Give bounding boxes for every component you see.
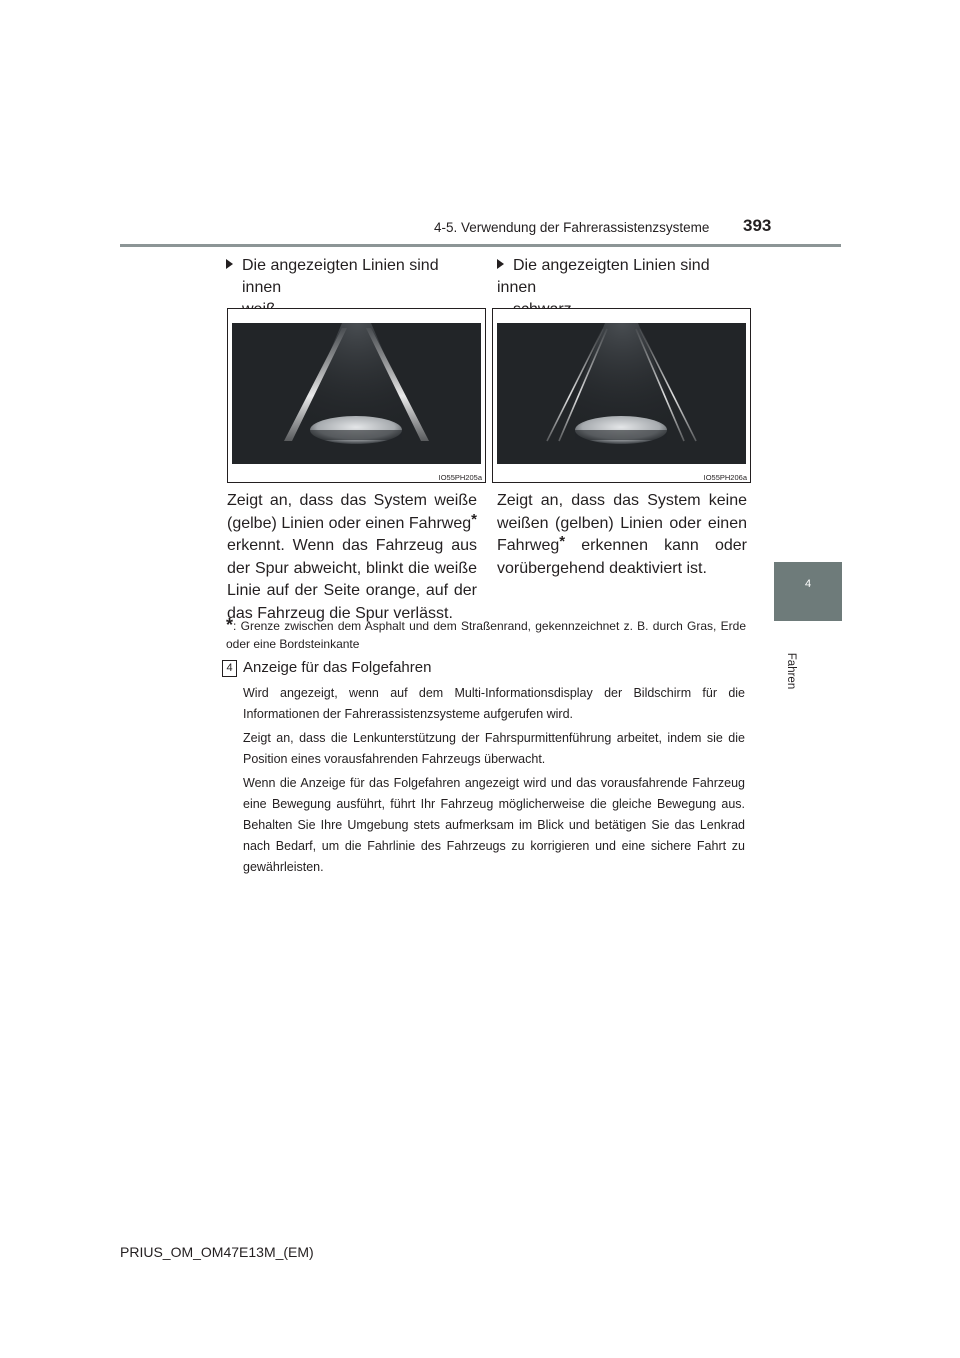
item-paragraph-1: Wird angezeigt, wenn auf dem Multi-Informationsdisplay der Bildschirm für die Informationen der Fahrerassistenzsysteme aufgerufen wird. — [243, 686, 745, 721]
lane-lines-white-illustration — [232, 323, 481, 464]
item-paragraph-2: Zeigt an, dass die Lenkunterstützung der Fahrspurmittenführung arbeitet, indem sie die Position eines vorausfahrenden Fahrzeugs überwacht. — [243, 731, 745, 766]
right-description-text-a: Zeigt an, dass das System keine weißen (gelben) Linien oder einen Fahrweg — [497, 492, 747, 554]
document-id: PRIUS_OM_OM47E13M_(EM) — [120, 1244, 314, 1260]
left-description-text-b: erkennt. Wenn das Fahrzeug aus der Spur abweicht, blinkt die weiße Linie auf der Seite orange, auf der das Fahrzeug die Spur verlässt. — [227, 537, 477, 622]
display-screen — [232, 323, 481, 464]
asterisk-mark: * — [559, 533, 566, 550]
footnote — [226, 616, 746, 653]
asterisk-mark: * — [471, 510, 477, 528]
figure-code: IO55PH206a — [703, 473, 747, 482]
chapter-tab-label-text: Fahren — [785, 652, 798, 690]
figure-code: IO55PH205a — [438, 473, 482, 482]
footnote-text: : Grenze zwischen dem Asphalt und dem Straßenrand, gekennzeichnet z. B. durch Gras, Erde oder eine Bordsteinkante — [226, 619, 746, 651]
chapter-tab — [774, 562, 842, 621]
lane-lines-black-illustration — [497, 323, 746, 464]
left-bullet-line1-text: Die angezeigten Linien sind innen — [242, 257, 439, 296]
bullet-triangle-icon — [497, 259, 504, 269]
figure-black-lines — [492, 308, 751, 483]
footnote-star: * — [226, 615, 234, 635]
right-description — [497, 490, 747, 580]
header-rule — [120, 244, 841, 247]
right-bullet-line1: Die angezeigten Linien sind innen — [497, 257, 710, 296]
item-paragraph-3: Wenn die Anzeige für das Folgefahren angezeigt wird und das vorausfahrende Fahrzeug eine Bewegung ausführt, führt Ihr Fahrzeug möglicherweise die gleiche Bewegung aus. Behalten Sie Ihre Umgebung stets aufmerksam im Blick und betätigen Sie das Lenkrad nach Bedarf, um die Fahrlinie des Fahrzeugs zu korrigieren und eine sichere Fahrt zu gewährleisten. — [243, 776, 745, 874]
chapter-tab-number: 4 — [804, 578, 812, 590]
page-number: 393 — [743, 216, 772, 235]
section-header-title: 4-5. Verwendung der Fahrerassistenzsysteme — [434, 220, 710, 235]
chapter-tab-label — [781, 645, 801, 705]
left-bullet-line1 — [242, 255, 477, 299]
left-description-text-a: Zeigt an, dass das System weiße (gelbe) Linien oder einen Fahrweg — [227, 492, 477, 532]
bullet-triangle-icon — [226, 259, 233, 269]
right-description-text-b: erkennen kann oder vorübergehend deaktiviert ist. — [497, 537, 747, 577]
figure-white-lines — [227, 308, 486, 483]
display-screen — [497, 323, 746, 464]
left-description — [227, 490, 477, 625]
item-number-box: 4 — [222, 660, 237, 677]
item-title: Anzeige für das Folgefahren — [243, 659, 432, 676]
